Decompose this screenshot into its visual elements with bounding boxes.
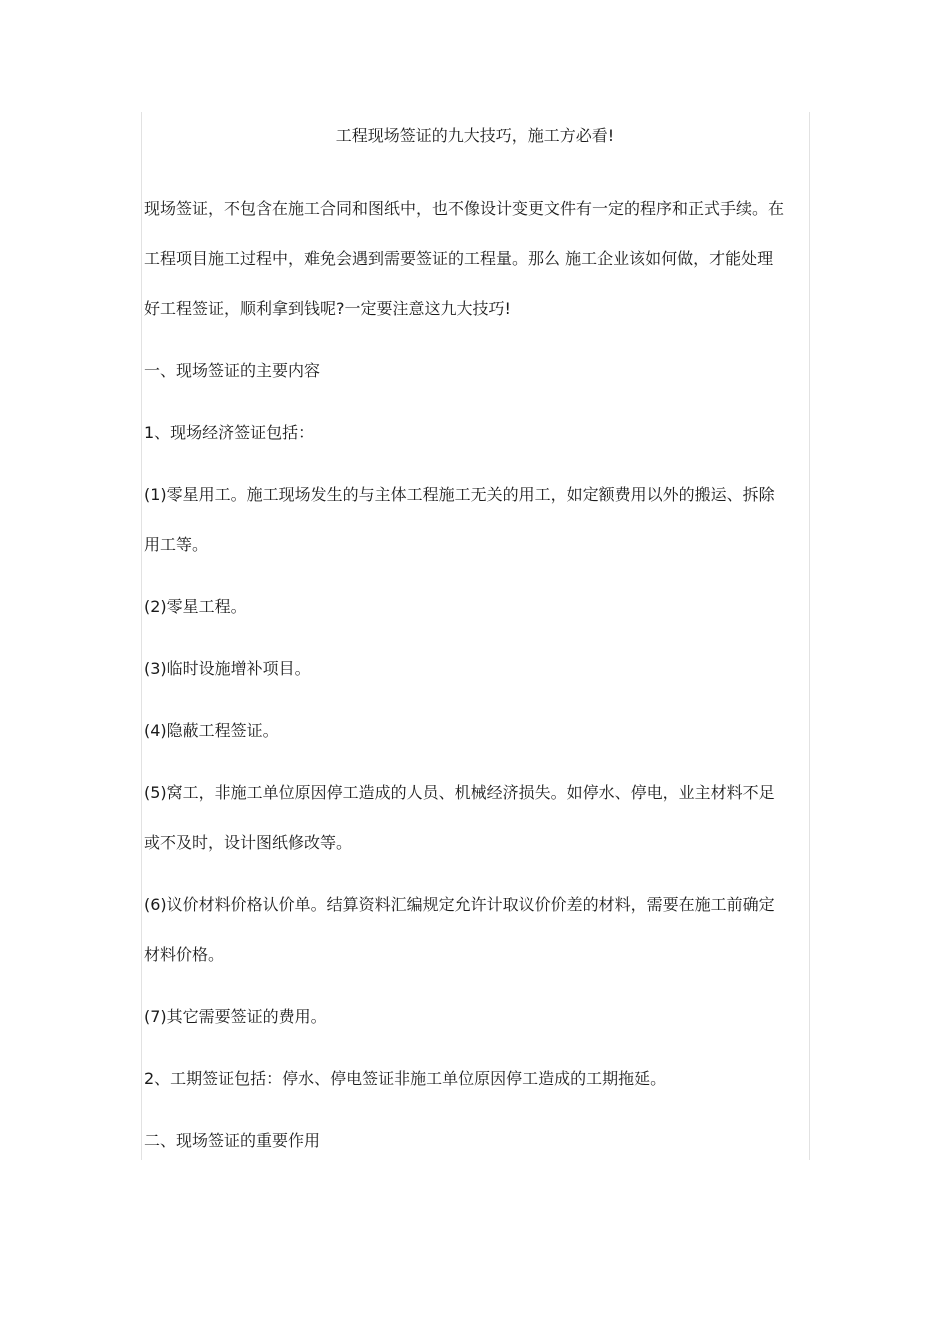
section-heading-1 — [144, 346, 810, 396]
subheading-economic-visa — [144, 408, 810, 458]
text-line: (4)隐蔽工程签证。 — [144, 721, 279, 740]
list-item-5 — [144, 768, 810, 868]
list-item-7 — [144, 992, 810, 1042]
text-line: (5)窝工，非施工单位原因停工造成的人员、机械经济损失。如停水、停电，业主材料不足 — [144, 783, 775, 802]
section-heading-2 — [144, 1116, 810, 1166]
text-line: 2、工期签证包括：停水、停电签证非施工单位原因停工造成的工期拖延。 — [144, 1069, 667, 1088]
text-line: (6)议价材料价格认价单。结算资料汇编规定允许计取议价价差的材料，需要在施工前确定 — [144, 895, 775, 914]
text-line: (7)其它需要签证的费用。 — [144, 1007, 327, 1026]
list-item-1 — [144, 470, 810, 570]
text-line: 二、现场签证的重要作用 — [144, 1131, 321, 1150]
text-line: 或不及时，设计图纸修改等。 — [144, 833, 353, 852]
document-body — [144, 184, 810, 1178]
text-line: 材料价格。 — [144, 945, 225, 964]
document-title: 工程现场签证的九大技巧，施工方必看! — [335, 126, 615, 145]
list-item-2 — [144, 582, 810, 632]
text-line: (3)临时设施增补项目。 — [144, 659, 311, 678]
list-item-4 — [144, 706, 810, 756]
text-line: (2)零星工程。 — [144, 597, 247, 616]
text-line: 一、现场签证的主要内容 — [144, 361, 321, 380]
text-line: 现场签证，不包含在施工合同和图纸中，也不像设计变更文件有一定的程序和正式手续。在 — [144, 199, 785, 218]
list-item-6 — [144, 880, 810, 980]
text-line: 1、现场经济签证包括： — [144, 423, 315, 442]
text-line: 好工程签证，顺利拿到钱呢?一定要注意这九大技巧! — [144, 299, 511, 318]
text-line: (1)零星用工。施工现场发生的与主体工程施工无关的用工，如定额费用以外的搬运、拆除 — [144, 485, 775, 504]
list-item-3 — [144, 644, 810, 694]
text-line: 用工等。 — [144, 535, 209, 554]
subheading-schedule-visa — [144, 1054, 810, 1104]
text-line: 工程项目施工过程中，难免会遇到需要签证的工程量。那么 施工企业该如何做，才能处理 — [144, 249, 774, 268]
paragraph-intro — [144, 184, 810, 334]
